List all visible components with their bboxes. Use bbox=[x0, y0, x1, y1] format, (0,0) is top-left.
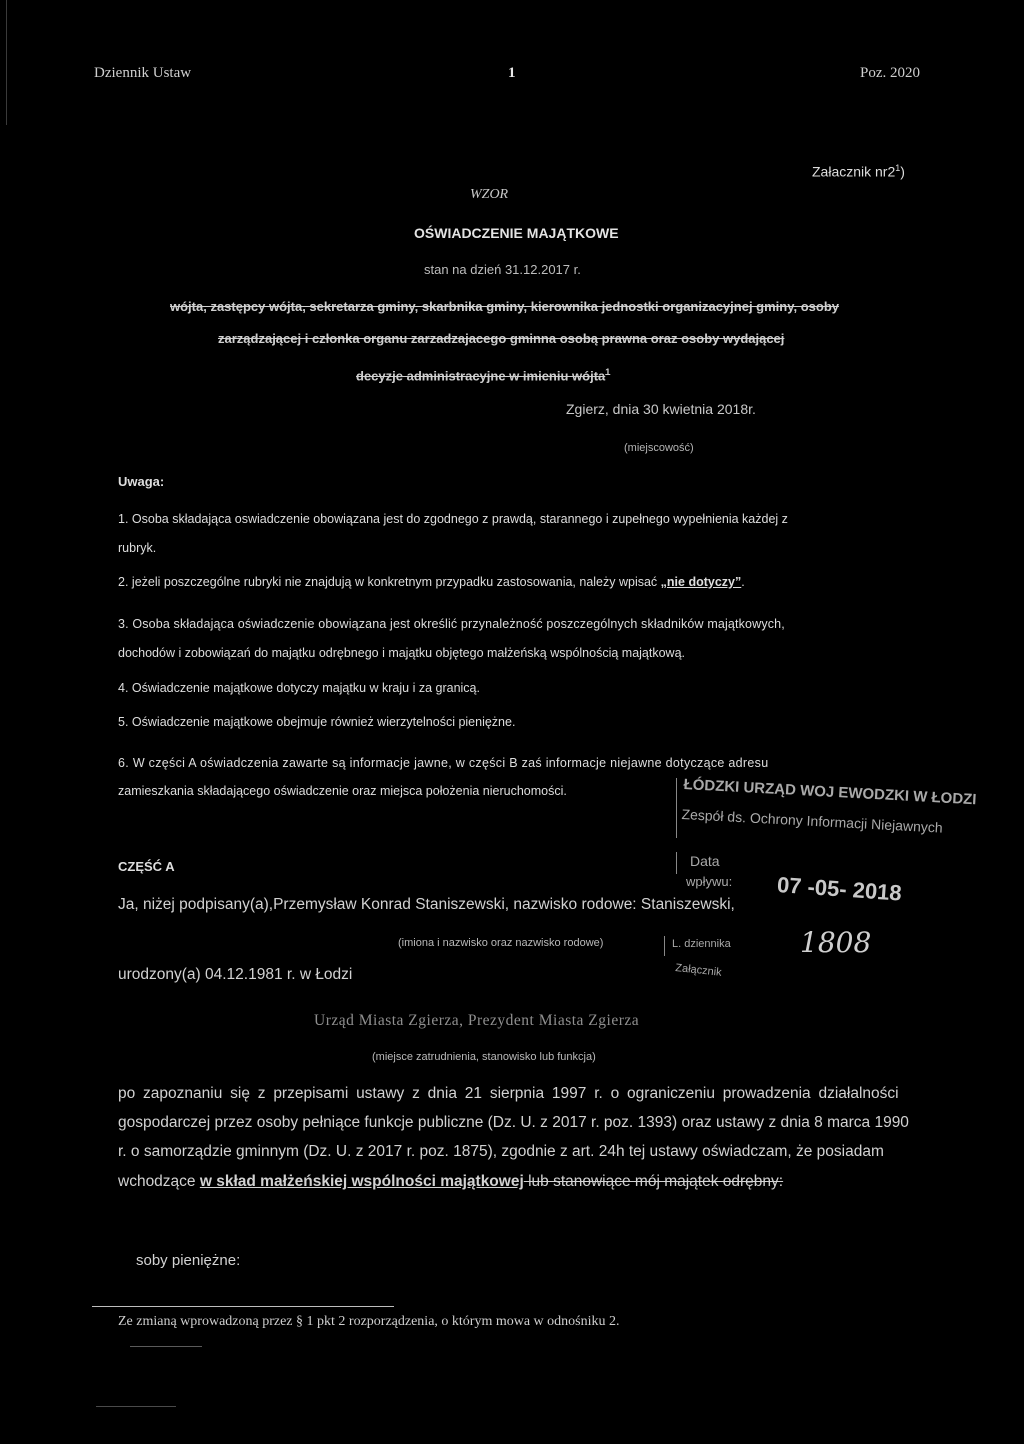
birth-line: urodzony(a) 04.12.1981 r. w Łodzi bbox=[118, 966, 353, 983]
note-2-text: jeżeli poszczególne rubryki nie znajdują w konkretnym przypadku zastosowania, należy wpisać bbox=[131, 575, 661, 589]
scan-artifact-line bbox=[96, 1406, 176, 1407]
journal-name: Dziennik Ustaw bbox=[94, 65, 192, 81]
role-line-2: zarządzającej i członka organu zarzadzajacego gminna osobą prawna oraz osoby wydającej bbox=[218, 331, 785, 346]
note-6 bbox=[118, 756, 768, 770]
template-label: WZOR bbox=[470, 187, 509, 202]
note-5-num: 5. bbox=[118, 715, 129, 729]
scan-edge-line bbox=[6, 0, 7, 125]
document-title: OŚWIADCZENIE MAJĄTKOWE bbox=[414, 225, 619, 241]
annex-sup: 1 bbox=[895, 163, 901, 173]
note-6-text: W części A oświadczenia zawarte są informacje jawne, w części B zaś informacje niejawne dotyczące adresu bbox=[132, 756, 769, 770]
note-5 bbox=[118, 715, 515, 729]
marital-property-choice: w skład małżeńskiej wspólności majątkowej bbox=[199, 1173, 524, 1190]
note-3-text: Osoba składająca oświadczenie obowiązana jest określić przynależność poszczególnych składników majątkowych, bbox=[132, 617, 785, 631]
stamp-date-value: 07 -05- 2018 bbox=[776, 872, 903, 906]
stamp-department: Zespół ds. Ochrony Informacji Niejawnych bbox=[681, 806, 944, 836]
stamp-border-2 bbox=[676, 852, 677, 874]
annex-label bbox=[812, 163, 905, 180]
note-2-num: 2. bbox=[118, 575, 129, 589]
stamp-border-3 bbox=[664, 936, 665, 956]
note-1-text: Osoba składająca oswiadczenie obowiązana jest do zgodnego z prawdą, starannego i zupełnego wypełnienia każdej z bbox=[131, 512, 788, 526]
role-line-1: wójta, zastępcy wójta, sekretarza gminy, skarbnika gminy, kierownika jednostki organizacyjnej gminy, osoby bbox=[170, 299, 839, 314]
note-1 bbox=[118, 512, 788, 526]
declaration-line-2: gospodarczej przez osoby pełniące funkcje publiczne (Dz. U. z 2017 r. poz. 1393) oraz ustawy z dnia 8 marca 1990 bbox=[118, 1114, 909, 1131]
declaration-line-3: r. o samorządzie gminnym (Dz. U. z 2017 r. poz. 1875), zgodnie z art. 24h tej ustawy oświadczam, że posiadam bbox=[118, 1143, 884, 1160]
stamp-office: ŁÓDZKI URZĄD WOJ EWODZKI W ŁODZI bbox=[683, 776, 977, 809]
note-2 bbox=[118, 575, 745, 589]
note-1-num: 1. bbox=[118, 512, 129, 526]
note-3 bbox=[118, 617, 785, 631]
as-of-date: stan na dzień 31.12.2017 r. bbox=[424, 262, 581, 277]
annex-label-text: Załacznik nr2 bbox=[812, 163, 896, 180]
declarant-line: Ja, niżej podpisany(a),Przemysław Konrad Staniszewski, nazwisko rodowe: Staniszewski, bbox=[118, 896, 735, 913]
footnote-mark bbox=[130, 1346, 202, 1347]
declaration-line-4 bbox=[118, 1173, 783, 1191]
stamp-register-value: 1808 bbox=[800, 926, 872, 959]
note-3-cont: dochodów i zobowiązań do majątku odrębnego i majątku objętego małżeńską wspólnością majątkową. bbox=[118, 646, 685, 660]
footnote-separator bbox=[92, 1306, 394, 1307]
note-6-num: 6. bbox=[118, 756, 130, 770]
position-number: Poz. 2020 bbox=[860, 65, 920, 81]
note-2-quote: „nie dotyczy” bbox=[660, 575, 742, 589]
note-3-num: 3. bbox=[118, 617, 129, 631]
stamp-register-label: L. dziennika bbox=[672, 938, 731, 950]
note-4-text: Oświadczenie majątkowe dotyczy majątku w kraju i za granicą. bbox=[131, 681, 480, 695]
note-4-num: 4. bbox=[118, 681, 129, 695]
names-caption: (imiona i nazwisko oraz nazwisko rodowe) bbox=[398, 937, 604, 949]
employer: Urząd Miasta Zgierza, Prezydent Miasta Zgierza bbox=[314, 1012, 640, 1029]
annex-close: ) bbox=[900, 163, 905, 180]
declaration-line-4-a: wchodzące bbox=[118, 1173, 200, 1190]
part-a-heading: CZĘŚĆ A bbox=[118, 859, 175, 874]
stamp-annex-label: Załącznik bbox=[674, 962, 723, 979]
separate-property-choice: lub stanowiące mój majątek odrębny: bbox=[523, 1173, 784, 1190]
note-6-cont: zamieszkania składającego oświadczenie oraz miejsca położenia nieruchomości. bbox=[118, 784, 567, 798]
page-number: 1 bbox=[508, 65, 516, 81]
role-line-3-text: decyzje administracyjne w imieniu wójta bbox=[356, 368, 606, 384]
footnote-text: Ze zmianą wprowadzoną przez § 1 pkt 2 rozporządzenia, o którym mowa w odnośniku 2. bbox=[118, 1314, 620, 1329]
notes-heading: Uwaga: bbox=[118, 474, 165, 489]
stamp-date-label-2: wpływu: bbox=[686, 874, 733, 889]
note-1-cont: rubryk. bbox=[118, 541, 157, 555]
note-2-end: . bbox=[741, 575, 745, 589]
stamp-date-label: Data bbox=[690, 853, 720, 869]
stamp-border bbox=[676, 778, 677, 838]
note-4 bbox=[118, 681, 480, 695]
employer-caption: (miejsce zatrudnienia, stanowisko lub funkcja) bbox=[372, 1051, 596, 1063]
declaration-line-1: po zapoznaniu się z przepisami ustawy z dnia 21 sierpnia 1997 r. o ograniczeniu prowadzenia działalności bbox=[118, 1085, 899, 1102]
cash-heading: soby pieniężne: bbox=[136, 1252, 241, 1269]
note-5-text: Oświadczenie majątkowe obejmuje również wierzytelności pieniężne. bbox=[131, 715, 516, 729]
role-line-3-sup: 1 bbox=[605, 367, 611, 377]
role-line-3 bbox=[356, 367, 610, 383]
place-date: Zgierz, dnia 30 kwietnia 2018r. bbox=[566, 401, 756, 417]
place-caption: (miejscowość) bbox=[624, 442, 694, 454]
